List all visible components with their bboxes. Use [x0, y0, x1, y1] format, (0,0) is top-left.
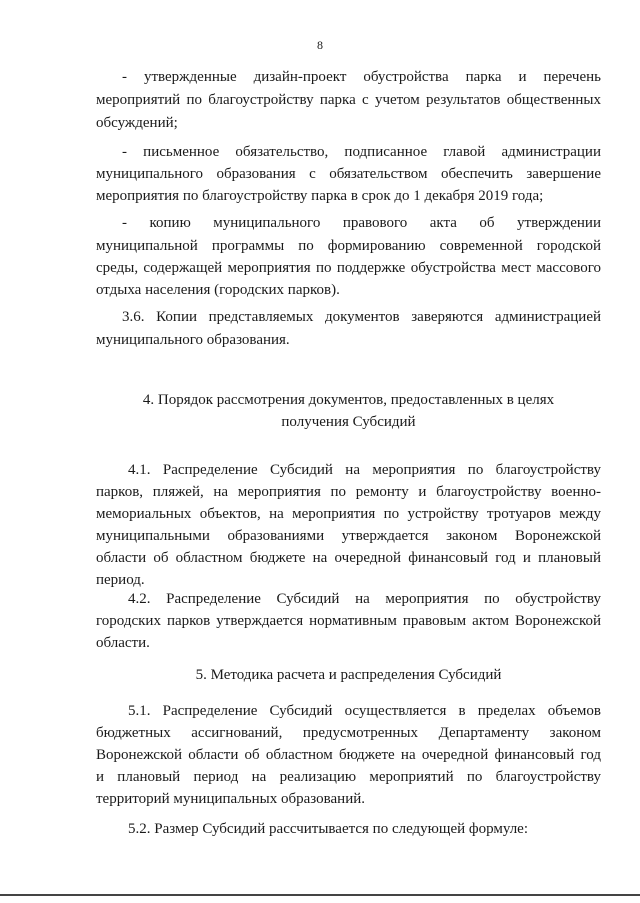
paragraph-4-2-line: городских парков утверждается нормативным правовым актом Воронежской: [96, 613, 601, 629]
paragraph-5-1-line: и плановый период на реализацию мероприятий по благоустройству: [96, 769, 601, 785]
bullet-legal-act-line: муниципальной программы по формированию современной городской: [96, 238, 601, 254]
paragraph-5-1-line: Воронежской области об областном бюджете на очередной финансовый год: [96, 747, 601, 763]
paragraph-4-1-line: области об областном бюджете на очередной финансовый год и плановый: [96, 550, 601, 566]
section-5-heading: 5. Методика расчета и распределения Субсидий: [195, 667, 502, 683]
paragraph-4-1-line: парков, пляжей, на мероприятия по ремонту и благоустройству военно-: [96, 484, 601, 500]
section-4-heading: получения Субсидий: [281, 414, 416, 430]
bullet-design-project-line: обсуждений;: [96, 115, 178, 131]
paragraph-4-1-line: период.: [96, 572, 145, 588]
bullet-legal-act-line: - копию муниципального правового акта об утверждении: [122, 215, 601, 231]
page-bottom-rule: [0, 894, 640, 896]
section-4-heading: 4. Порядок рассмотрения документов, предоставленных в целях: [142, 392, 555, 408]
bullet-obligation-line: муниципального образования с обязательством обеспечить завершение: [96, 166, 601, 182]
bullet-legal-act-line: отдыха населения (городских парков).: [96, 282, 340, 298]
paragraph-5-1-line: территорий муниципальных образований.: [96, 791, 366, 807]
paragraph-3-6-line: 3.6. Копии представляемых документов заверяются администрацией: [122, 309, 601, 325]
bullet-design-project-line: мероприятий по благоустройству парка с учетом результатов общественных: [96, 92, 601, 108]
paragraph-5-1-line: 5.1. Распределение Субсидий осуществляется в пределах объемов: [128, 703, 601, 719]
bullet-obligation-line: - письменное обязательство, подписанное главой администрации: [122, 144, 601, 160]
bullet-legal-act-line: среды, содержащей мероприятия по поддержке обустройства мест массового: [96, 260, 601, 276]
paragraph-4-2-line: 4.2. Распределение Субсидий на мероприятия по обустройству: [128, 591, 601, 607]
paragraph-5-1-line: бюджетных ассигнований, предусмотренных Департаменту законом: [96, 725, 601, 741]
paragraph-3-6-line: муниципального образования.: [96, 332, 290, 348]
page-number: 8: [317, 38, 323, 52]
paragraph-4-1-line: муниципальными образованиями утверждается законом Воронежской: [96, 528, 601, 544]
paragraph-5-2: 5.2. Размер Субсидий рассчитывается по следующей формуле:: [128, 821, 529, 837]
bullet-design-project-line: - утвержденные дизайн-проект обустройства парка и перечень: [122, 69, 601, 85]
paragraph-4-1-line: 4.1. Распределение Субсидий на мероприятия по благоустройству: [128, 462, 601, 478]
paragraph-4-1-line: мемориальных объектов, на мероприятия по устройству тротуаров между: [96, 506, 601, 522]
paragraph-4-2-line: области.: [96, 635, 150, 651]
bullet-obligation-line: мероприятия по благоустройству парка в срок до 1 декабря 2019 года;: [96, 188, 544, 204]
